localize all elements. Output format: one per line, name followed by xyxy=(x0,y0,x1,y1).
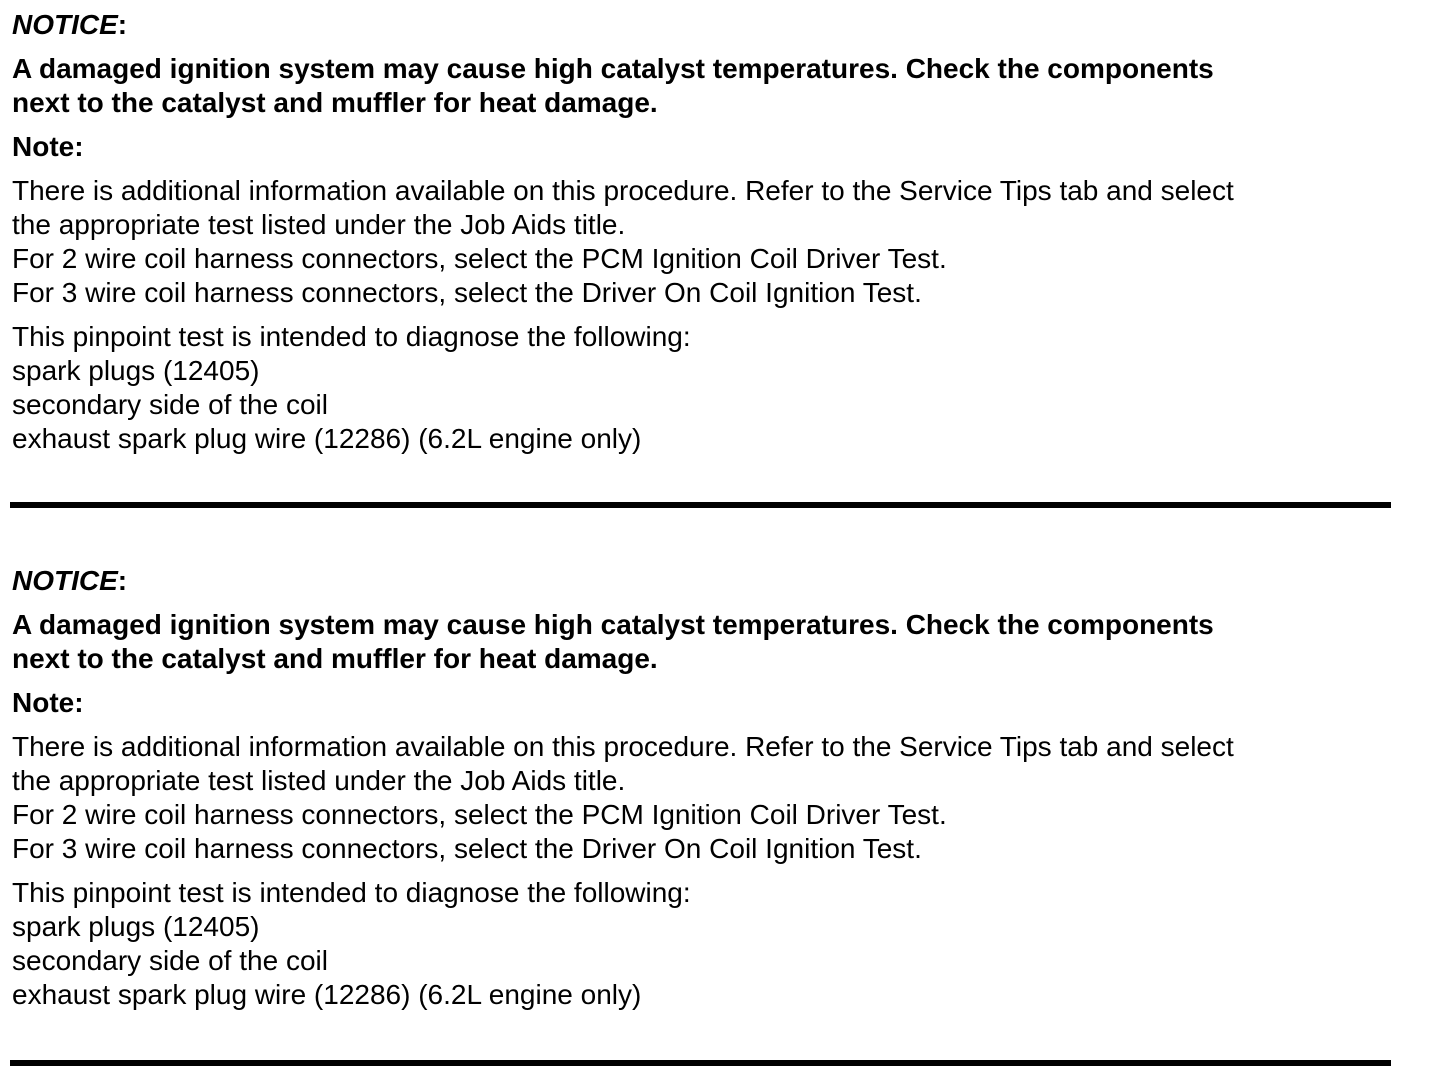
notice-heading-label: NOTICE xyxy=(12,9,118,40)
note-line: For 2 wire coil harness connectors, select the PCM Ignition Coil Driver Test. xyxy=(12,243,947,274)
notice-heading xyxy=(12,8,1392,42)
diagnosis-item: exhaust spark plug wire (12286) (6.2L engine only) xyxy=(12,423,642,454)
diagnosis-item: spark plugs (12405) xyxy=(12,355,260,386)
notice-body xyxy=(12,52,1392,120)
note-heading: Note: xyxy=(12,131,84,162)
diagnosis-item: secondary side of the coil xyxy=(12,945,328,976)
notice-heading-label: NOTICE xyxy=(12,565,118,596)
diagnosis-item: secondary side of the coil xyxy=(12,389,328,420)
notice-heading-colon: : xyxy=(117,9,128,40)
section-divider xyxy=(10,1060,1391,1066)
diagnosis-list xyxy=(12,320,1392,456)
diagnosis-item: spark plugs (12405) xyxy=(12,911,260,942)
note-body xyxy=(12,730,1392,866)
note-heading: Note: xyxy=(12,687,84,718)
notice-line: A damaged ignition system may cause high catalyst temperatures. Check the components xyxy=(12,609,1214,640)
notice-line: A damaged ignition system may cause high catalyst temperatures. Check the components xyxy=(12,53,1214,84)
note-line: For 3 wire coil harness connectors, select the Driver On Coil Ignition Test. xyxy=(12,833,922,864)
section-divider xyxy=(10,502,1391,508)
note-line: For 3 wire coil harness connectors, select the Driver On Coil Ignition Test. xyxy=(12,277,922,308)
diagnosis-list xyxy=(12,876,1392,1012)
note-line: the appropriate test listed under the Job Aids title. xyxy=(12,209,626,240)
note-body xyxy=(12,174,1392,310)
diagnosis-item: exhaust spark plug wire (12286) (6.2L engine only) xyxy=(12,979,642,1010)
procedure-section-2 xyxy=(12,564,1392,1012)
notice-line: next to the catalyst and muffler for heat damage. xyxy=(12,643,658,674)
note-line: the appropriate test listed under the Job Aids title. xyxy=(12,765,626,796)
note-line: For 2 wire coil harness connectors, select the PCM Ignition Coil Driver Test. xyxy=(12,799,947,830)
notice-body xyxy=(12,608,1392,676)
diagnosis-intro: This pinpoint test is intended to diagnose the following: xyxy=(12,321,691,352)
note-line: There is additional information available on this procedure. Refer to the Service Tips tab and select xyxy=(12,175,1234,206)
notice-heading-colon: : xyxy=(117,565,128,596)
note-line: There is additional information available on this procedure. Refer to the Service Tips tab and select xyxy=(12,731,1234,762)
notice-heading xyxy=(12,564,1392,598)
notice-line: next to the catalyst and muffler for heat damage. xyxy=(12,87,658,118)
diagnosis-intro: This pinpoint test is intended to diagnose the following: xyxy=(12,877,691,908)
procedure-section-1 xyxy=(12,8,1392,456)
